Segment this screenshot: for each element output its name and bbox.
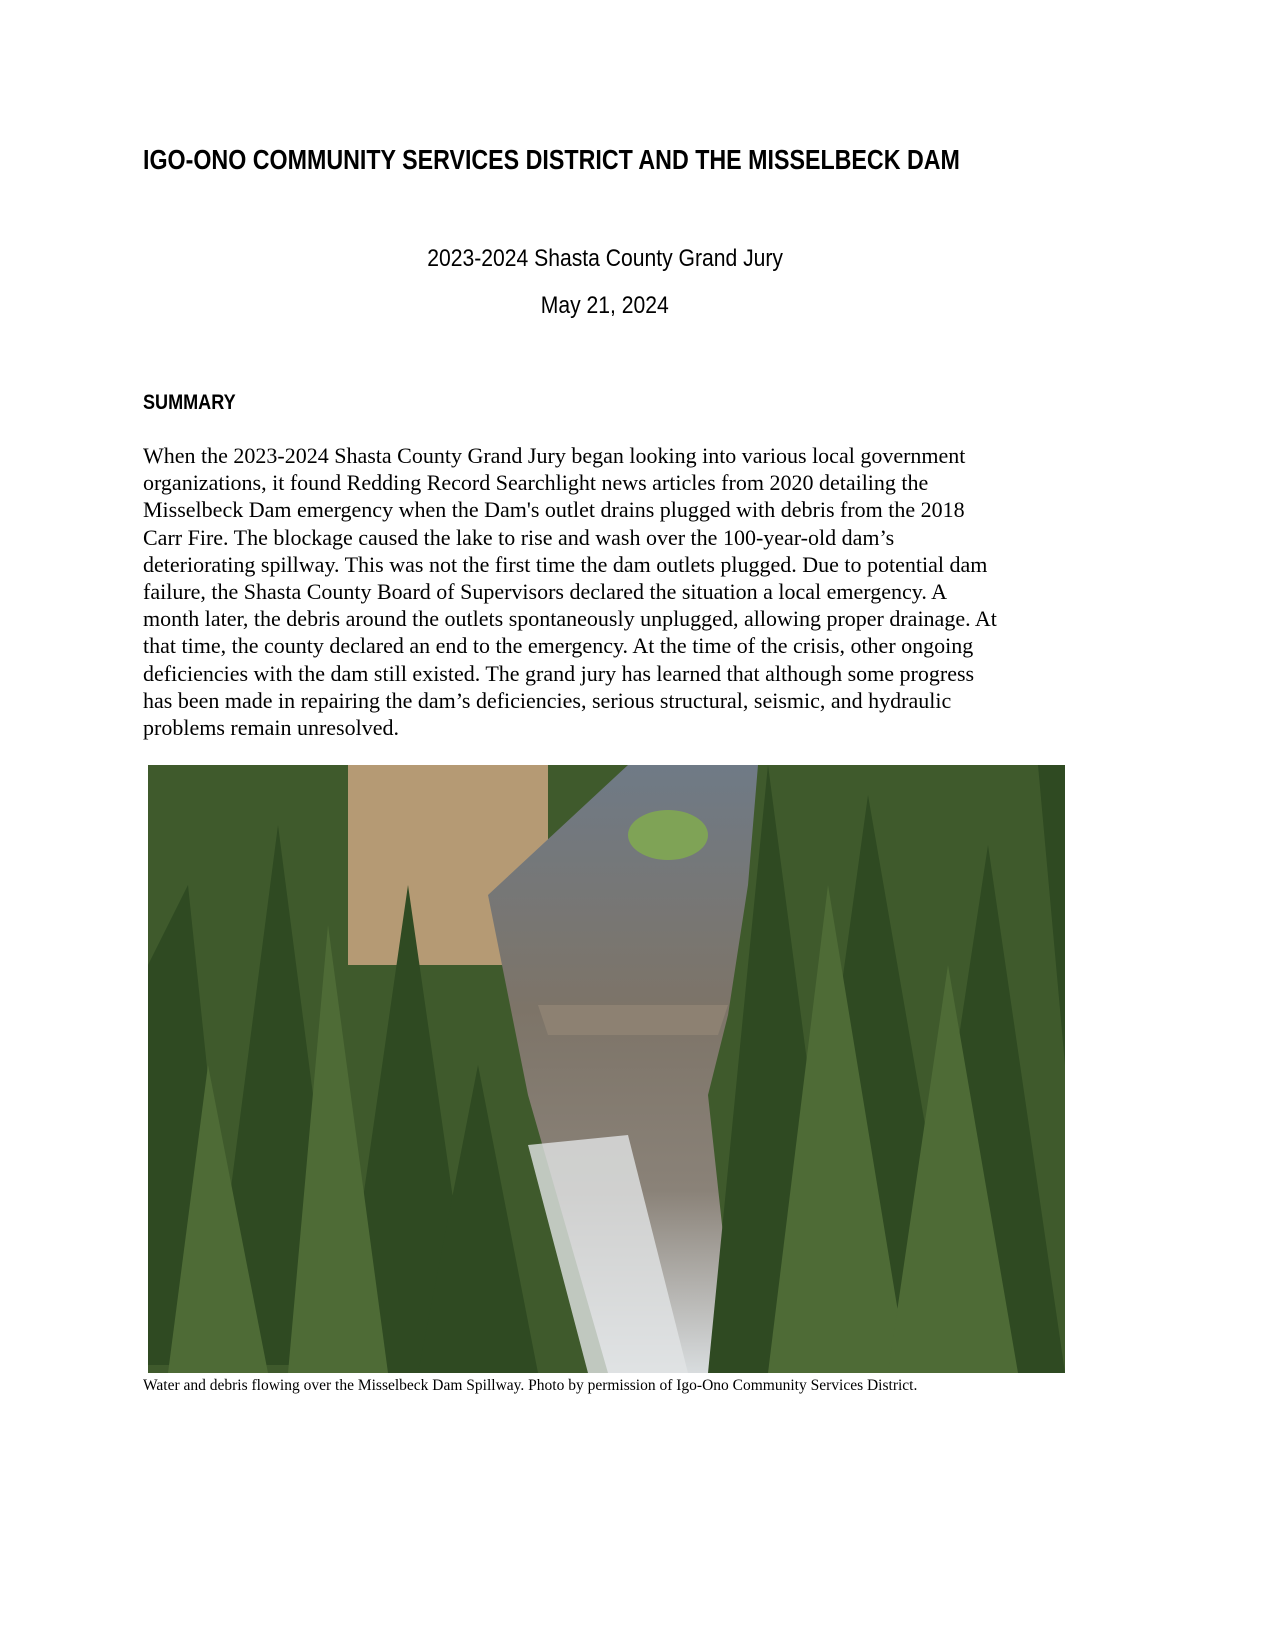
summary-line: failure, the Shasta County Board of Supervisors declared the situation a local emergency. A [143, 579, 947, 605]
summary-line: organizations, it found Redding Record Searchlight news articles from 2020 detailing the [143, 470, 929, 496]
report-date [0, 292, 1210, 320]
document-title: IGO-ONO COMMUNITY SERVICES DISTRICT AND THE MISSELBECK DAM [143, 144, 960, 175]
summary-line: Carr Fire. The blockage caused the lake to rise and wash over the 100-year-old dam’s [143, 524, 895, 550]
summary-line: Misselbeck Dam emergency when the Dam's outlet drains plugged with debris from the 2018 [143, 497, 965, 523]
section-heading: SUMMARY [143, 391, 236, 414]
summary-line: month later, the debris around the outlets spontaneously unplugged, allowing proper drainage. At [143, 606, 997, 632]
summary-line: deteriorating spillway. This was not the first time the dam outlets plugged. Due to potential dam [143, 551, 988, 577]
subtitle-text: 2023-2024 Shasta County Grand Jury [427, 245, 783, 272]
summary-line: that time, the county declared an end to the emergency. At the time of the crisis, other ongoing [143, 633, 974, 659]
summary-line: When the 2023-2024 Shasta County Grand Jury began looking into various local government [143, 443, 966, 468]
dam-spillway-photo [148, 765, 1065, 1373]
summary-line: problems remain unresolved. [143, 715, 399, 741]
summary-line: deficiencies with the dam still existed. The grand jury has learned that although some progress [143, 660, 975, 686]
summary-paragraph [143, 442, 997, 741]
photo-illustration [148, 765, 1065, 1373]
date-text: May 21, 2024 [541, 292, 669, 319]
subtitle [0, 245, 1210, 273]
summary-line: has been made in repairing the dam’s deficiencies, serious structural, seismic, and hydraulic [143, 687, 952, 713]
photo-caption: Water and debris flowing over the Misselbeck Dam Spillway. Photo by permission of Igo-Ono Community Services District. [143, 1377, 918, 1394]
